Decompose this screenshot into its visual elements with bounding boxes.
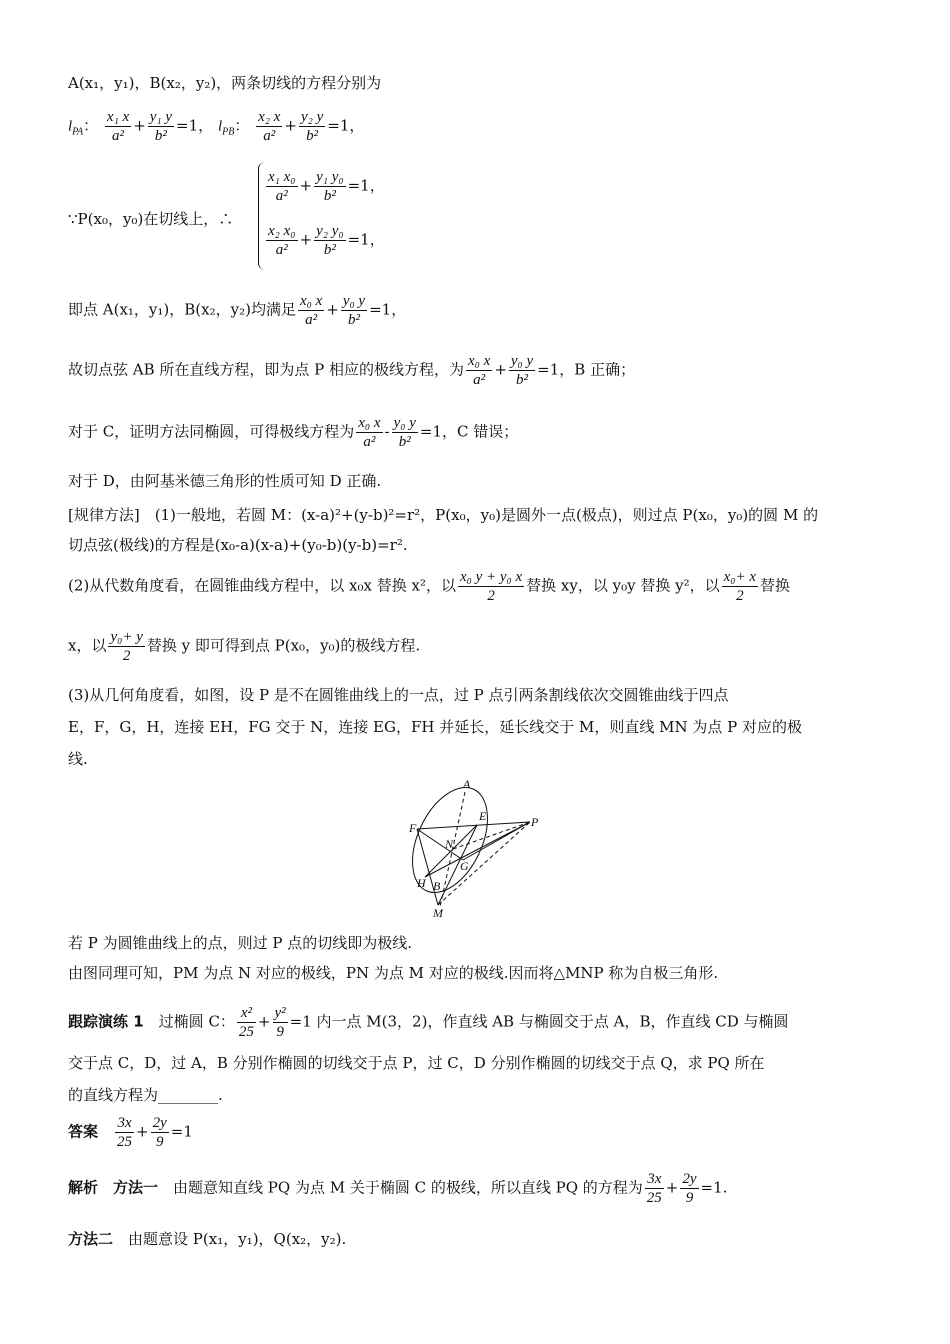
label-G: G <box>460 859 469 873</box>
line-method-1: [规律方法] (1)一般地，若圆 M：(x-a)²+(y-b)²=r²，P(x₀，y₀)是圆外一点(极点)，则过点 P(x₀，y₀)的圆 M 的 <box>68 506 819 524</box>
label-H: H <box>417 876 426 890</box>
system-eq-2: $\frac{\text{x₂ x₀}}{\text{a²}}$ + $\frac{\text{y₂ y₀}}{\text{b²}}$ =1， <box>268 223 385 258</box>
label-B: B <box>433 879 441 893</box>
line-point-p: ∵P(x₀，y₀)在切线上，∴ <box>68 210 234 228</box>
label-A: A <box>463 777 471 791</box>
line-practice-2: 交于点 C，D，过 A，B 分别作椭圆的切线交于点 P，过 C，D 分别作椭圆的切线交于点 Q，求 PQ 所在 <box>68 1054 765 1072</box>
line-1: A(x₁，y₁)，B(x₂，y₂)，两条切线的方程分别为 <box>68 74 382 92</box>
label-N: N <box>445 837 454 851</box>
line-answer: 答案 $\frac{3x}{25}$ + $\frac{2y}{9}$ =1 <box>68 1115 193 1150</box>
pole-polar-figure <box>405 772 555 922</box>
line-satisfy: 即点 A(x₁，y₁)，B(x₂，y₂)均满足 $\frac{\text{x₀ x}}{\text{a²}}$ + $\frac{\text{y₀ y}}{\text{b²}}$ =1， <box>68 293 407 328</box>
line-self-polar: 由图同理可知，PM 为点 N 对应的极线，PN 为点 M 对应的极线.因而将△MNP 称为自极三角形. <box>68 964 719 982</box>
frac-pb-2: $\frac{\text{y₂ y}}{\text{b²}}$ <box>301 109 324 144</box>
frac-pa-1: $\frac{\text{x₁ x}}{\text{a²}}$ <box>106 109 130 144</box>
line-algebra: (2)从代数角度看，在圆锥曲线方程中，以 x₀x 替换 x²，以 $\frac{\text{x₀ y + y₀ x}}{2}$ 替换 xy，以 y₀y 替换 y²，以 $\frac{\text{x₀+ x}}{2}$ 替换 <box>68 569 791 604</box>
line-geometry-3: 线. <box>68 750 88 768</box>
label-P: P <box>531 815 539 829</box>
line-geometry-1: (3)从几何角度看，如图，设 P 是不在圆锥曲线上的一点，过 P 点引两条割线依次交圆锥曲线于四点 <box>68 686 729 704</box>
frac-pa-2: $\frac{\text{y₁ y}}{\text{b²}}$ <box>149 109 173 144</box>
line-analysis: 解析 方法一 由题意知直线 PQ 为点 M 关于椭圆 C 的极线，所以直线 PQ 的方程为 $\frac{3x}{25}$ + $\frac{2y}{9}$ =1. <box>68 1171 728 1206</box>
frac-pb-1: $\frac{\text{x₂ x}}{\text{a²}}$ <box>258 109 281 144</box>
line-tangent-polar: 若 P 为圆锥曲线上的点，则过 P 点的切线即为极线. <box>68 934 413 952</box>
line-method-2: 切点弦(极线)的方程是(x₀-a)(x-a)+(y₀-b)(y-b)=r². <box>68 536 408 554</box>
line-algebra-2: x，以 $\frac{\text{y₀+ y}}{2}$ 替换 y 即可得到点 P(x₀，y₀)的极线方程. <box>68 629 421 664</box>
line-chord: 故切点弦 AB 所在直线方程，即为点 P 相应的极线方程，为 $\frac{\text{x₀ x}}{\text{a²}}$ + $\frac{\text{y₀ y}}{\text{b²}}$ =1，B 正确； <box>68 353 636 388</box>
line-option-c: 对于 C，证明方法同椭圆，可得极线方程为 $\frac{\text{x₀ x}}{\text{a²}}$ - $\frac{\text{y₀ y}}{\text{b²}}$ =1，C 错误； <box>68 415 519 450</box>
label-E: E <box>479 809 487 823</box>
line-tangents: $l_{PA}$： $\frac{\text{x₁ x}}{\text{a²}}$ + $\frac{\text{y₁ y}}{\text{b²}}$ =1， $l_{PB}$： $\frac{\text{x₂ x}}{\text{a²}}$ + $\frac{\text{y₂ y}}{\text{b²}}$ =1， <box>68 109 365 144</box>
system-eq-1: $\frac{\text{x₁ x₀}}{\text{a²}}$ + $\frac{\text{y₁ y₀}}{\text{b²}}$ =1， <box>268 169 385 204</box>
line-option-d: 对于 D，由阿基米德三角形的性质可知 D 正确. <box>68 472 382 490</box>
line-practice-1: 跟踪演练 1 过椭圆 C： $\frac{\text{x²}}{25}$ + $\frac{\text{y²}}{9}$ =1 内一点 M(3，2)，作直线 AB 与椭圆交于点 A，B，作直线 CD 与椭圆 <box>68 1005 789 1040</box>
label-F: F <box>409 821 417 835</box>
label-M: M <box>433 906 443 920</box>
line-practice-3: 的直线方程为________. <box>68 1086 223 1104</box>
line-method-two: 方法二 由题意设 P(x₁，y₁)，Q(x₂，y₂). <box>68 1230 347 1248</box>
line-geometry-2: E，F，G，H，连接 EH，FG 交于 N，连接 EG，FH 并延长，延长线交于 M，则直线 MN 为点 P 对应的极 <box>68 718 803 736</box>
